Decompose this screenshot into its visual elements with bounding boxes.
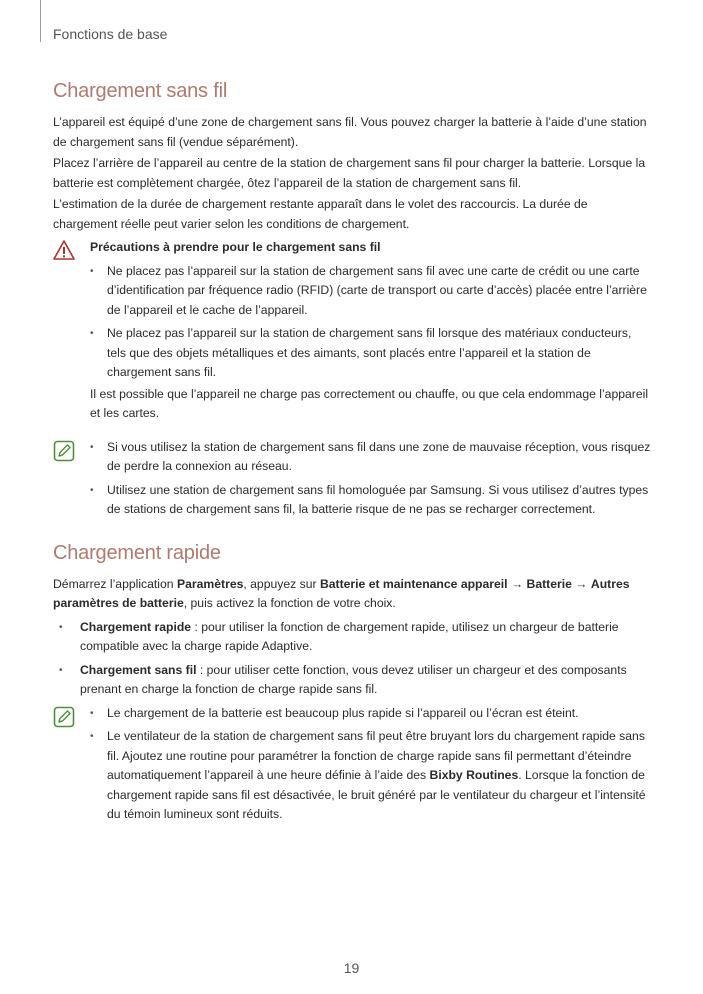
- caution-block: [53, 238, 653, 424]
- note-icon: [53, 440, 75, 462]
- list-item: • Utilisez une station de chargement sans fil homologuée par Samsung. Si vous utilisez d’autres types de stations de chargement sans fil, la batterie risque de ne pas se recharger correctement.: [90, 481, 653, 520]
- warning-icon: [53, 239, 75, 261]
- caution-title: Précautions à prendre pour le chargement sans fil: [90, 240, 381, 254]
- note-list: [90, 704, 653, 825]
- caution-list: [90, 262, 653, 383]
- list-item: • Le chargement de la batterie est beaucoup plus rapide si l’appareil ou l’écran est éteint.: [90, 704, 653, 724]
- chapter-header: Fonctions de base: [53, 26, 168, 42]
- list-item: • Chargement sans fil : pour utiliser cette fonction, vous devez utiliser un chargeur et des composants prenant en charge la fonction de charge rapide sans fil.: [53, 661, 653, 700]
- list-item: • Chargement rapide : pour utiliser la fonction de chargement rapide, utilisez un chargeur de batterie compatible avec la charge rapide Adaptive.: [53, 618, 653, 657]
- list-item: • Ne placez pas l’appareil sur la station de chargement sans fil avec une carte de crédit ou une carte d’identification par fréquence radio (RFID) (carte de transport ou carte d’accès) placée entre l’arrière de l’appareil et le cache de l’appareil.: [90, 262, 653, 321]
- section-title-wireless: Chargement sans fil: [53, 80, 228, 102]
- header-rule: [40, 0, 41, 42]
- note-icon: [53, 706, 75, 728]
- list-item: • Ne placez pas l’appareil sur la station de chargement sans fil lorsque des matériaux conducteurs, tels que des objets métalliques et des aimants, sont placés entre l’appareil et la station de chargement sans fil.: [90, 324, 653, 383]
- page-number: 19: [343, 960, 360, 976]
- caution-footer: Il est possible que l’appareil ne charge pas correctement ou chauffe, ou que cela endommage l’appareil et les cartes.: [90, 386, 649, 420]
- list-item: • Si vous utilisez la station de chargement sans fil dans une zone de mauvaise réception, vous risquez de perdre la connexion au réseau.: [90, 438, 653, 477]
- section-title-fast: Chargement rapide: [53, 541, 221, 564]
- list-item: • Le ventilateur de la station de chargement sans fil peut être bruyant lors du chargement rapide sans fil. Ajoutez une routine pour paramétrer la fonction de charge rapide sans fil permettant d’éteindre automatiquement l’appareil à une heure définie à l’aide des Bixby Routines. Lorsque la fonction de chargement rapide sans fil est désactivée, le bruit généré par le ventilateur du chargeur et l’intensité du témoin lumineux sont réduits.: [90, 727, 653, 825]
- page-content: [53, 80, 653, 829]
- paragraph: L’estimation de la durée de chargement restante apparaît dans le volet des raccourcis. La durée de chargement réelle peut varier selon les conditions de chargement.: [53, 197, 588, 231]
- note-list: [90, 438, 653, 520]
- note-block: [53, 438, 653, 520]
- paragraph: L’appareil est équipé d’une zone de chargement sans fil. Vous pouvez charger la batterie à l’aide d’une station de chargement sans fil (vendue séparément).: [53, 115, 647, 149]
- intro-paragraph: Démarrez l’application Paramètres, appuyez sur Batterie et maintenance appareil → Batterie → Autres paramètres de batterie, puis activez la fonction de votre choix.: [53, 576, 630, 610]
- paragraph: Placez l’arrière de l’appareil au centre de la station de chargement sans fil pour charger la batterie. Lorsque la batterie est complètement chargée, ôtez l’appareil de la station de chargement sans fil.: [53, 156, 646, 190]
- note-block: [53, 704, 653, 825]
- option-list: [53, 618, 653, 700]
